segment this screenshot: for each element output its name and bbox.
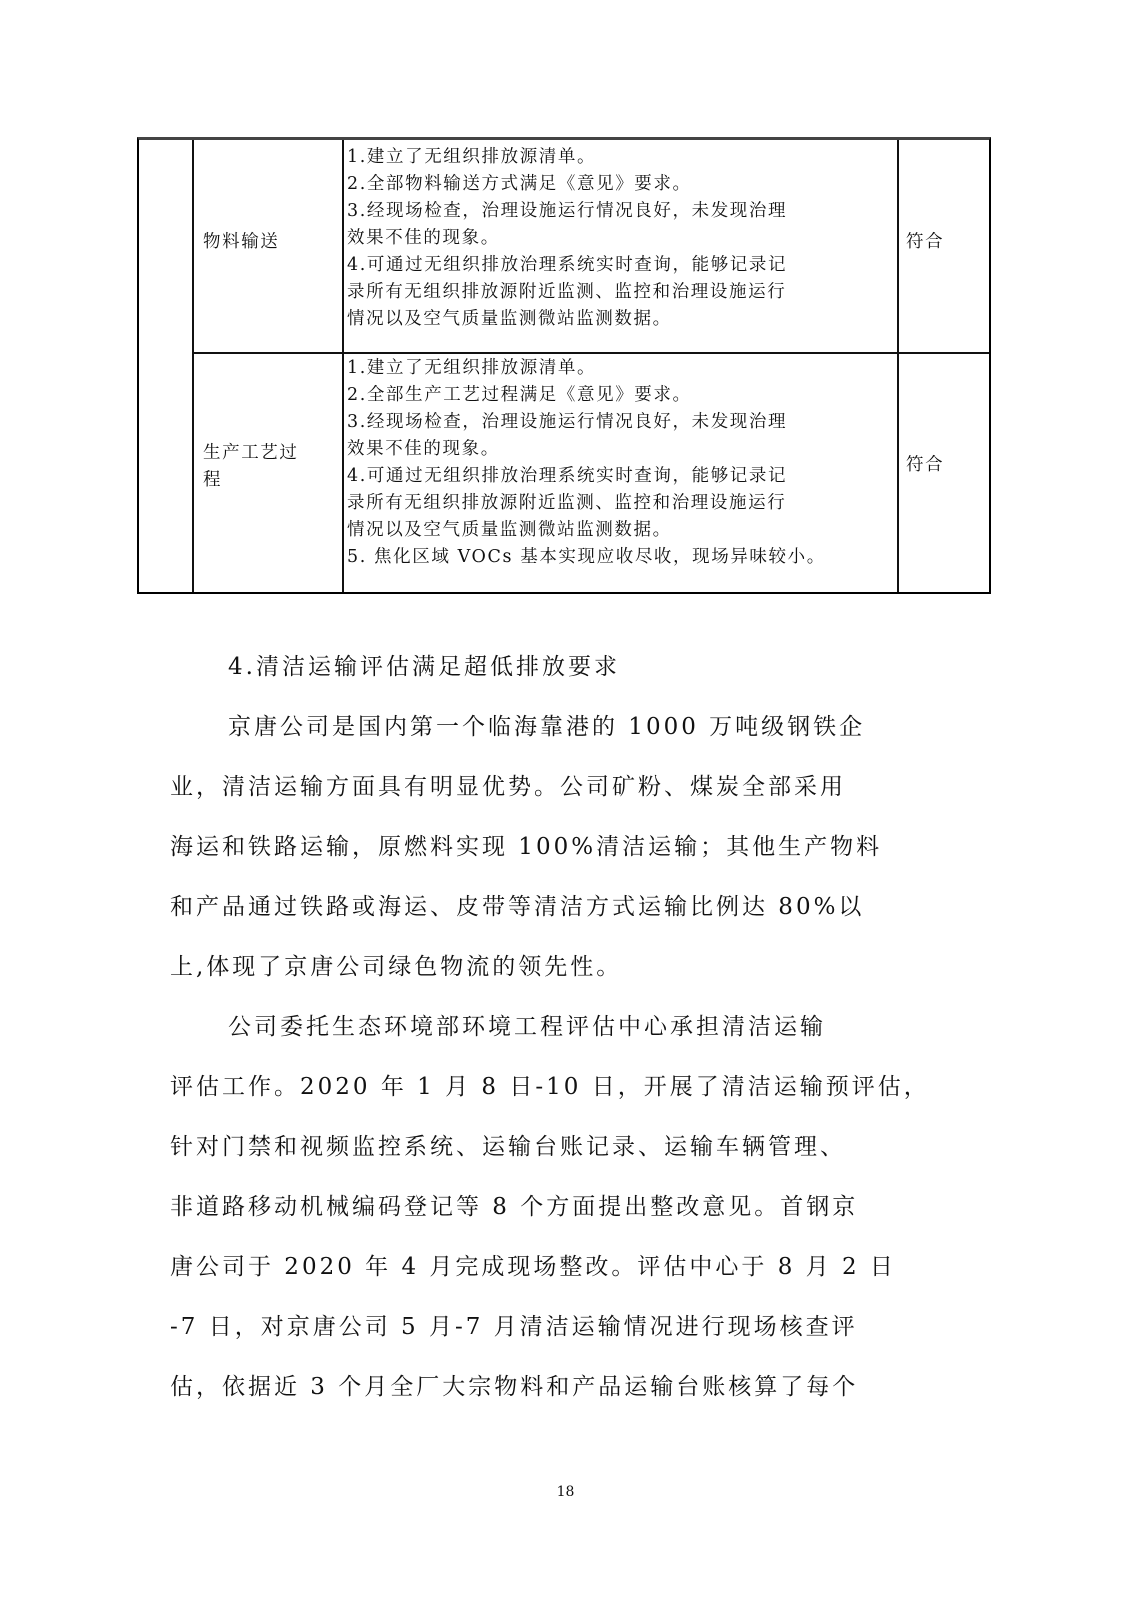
- paragraph-line: 京唐公司是国内第一个临海靠港的 1000 万吨级钢铁企: [228, 714, 866, 740]
- category-line: 程: [203, 470, 223, 490]
- requirement-line: 1.建立了无组织排放源清单。: [347, 358, 597, 378]
- requirement-line: 4.可通过无组织排放治理系统实时查询，能够记录记: [347, 466, 788, 486]
- section-heading: 4.清洁运输评估满足超低排放要求: [228, 654, 620, 680]
- result-cell: 符合: [906, 455, 945, 475]
- column-divider: [192, 140, 194, 592]
- requirement-line: 2.全部生产工艺过程满足《意见》要求。: [347, 385, 692, 405]
- category-line: 生产工艺过: [203, 443, 299, 463]
- paragraph-line: 唐公司于 2020 年 4 月完成现场整改。评估中心于 8 月 2 日: [170, 1254, 896, 1280]
- column-divider: [342, 140, 344, 592]
- requirement-line: 录所有无组织排放源附近监测、监控和治理设施运行: [347, 493, 787, 513]
- result-cell: 符合: [906, 232, 945, 252]
- page-number: 18: [556, 1484, 575, 1500]
- paragraph-line: 评估工作。2020 年 1 月 8 日-10 日，开展了清洁运输预评估，: [170, 1074, 930, 1100]
- paragraph-line: 针对门禁和视频监控系统、运输台账记录、运输车辆管理、: [170, 1134, 846, 1160]
- paragraph-line: 非道路移动机械编码登记等 8 个方面提出整改意见。首钢京: [170, 1194, 859, 1220]
- paragraph-line: 和产品通过铁路或海运、皮带等清洁方式运输比例达 80%以: [170, 894, 865, 920]
- paragraph-line: 业，清洁运输方面具有明显优势。公司矿粉、煤炭全部采用: [170, 774, 846, 800]
- requirement-line: 5. 焦化区域 VOCs 基本实现应收尽收，现场异味较小。: [347, 547, 826, 567]
- requirement-cell: [347, 144, 787, 333]
- requirement-cell: [347, 355, 826, 571]
- requirement-line: 1.建立了无组织排放源清单。: [347, 147, 597, 167]
- requirement-line: 2.全部物料输送方式满足《意见》要求。: [347, 174, 692, 194]
- requirement-line: 3.经现场检查，治理设施运行情况良好，未发现治理: [347, 201, 788, 221]
- requirement-line: 情况以及空气质量监测微站监测数据。: [347, 520, 672, 540]
- row-divider: [192, 352, 989, 354]
- paragraph-line: -7 日，对京唐公司 5 月-7 月清洁运输情况进行现场核查评: [170, 1314, 858, 1340]
- compliance-table: [137, 137, 991, 594]
- category-cell: 物料输送: [203, 232, 280, 252]
- paragraph-line: 公司委托生态环境部环境工程评估中心承担清洁运输: [228, 1014, 826, 1040]
- column-divider: [897, 140, 899, 592]
- requirement-line: 效果不佳的现象。: [347, 439, 500, 459]
- paragraph-line: 估，依据近 3 个月全厂大宗物料和产品运输台账核算了每个: [170, 1374, 859, 1400]
- requirement-line: 效果不佳的现象。: [347, 228, 500, 248]
- requirement-line: 录所有无组织排放源附近监测、监控和治理设施运行: [347, 282, 787, 302]
- requirement-line: 4.可通过无组织排放治理系统实时查询，能够记录记: [347, 255, 788, 275]
- requirement-line: 3.经现场检查，治理设施运行情况良好，未发现治理: [347, 412, 788, 432]
- paragraph-line: 上,体现了京唐公司绿色物流的领先性。: [170, 954, 623, 980]
- category-cell: [203, 440, 299, 494]
- paragraph-line: 海运和铁路运输，原燃料实现 100%清洁运输；其他生产物料: [170, 834, 883, 860]
- requirement-line: 情况以及空气质量监测微站监测数据。: [347, 309, 672, 329]
